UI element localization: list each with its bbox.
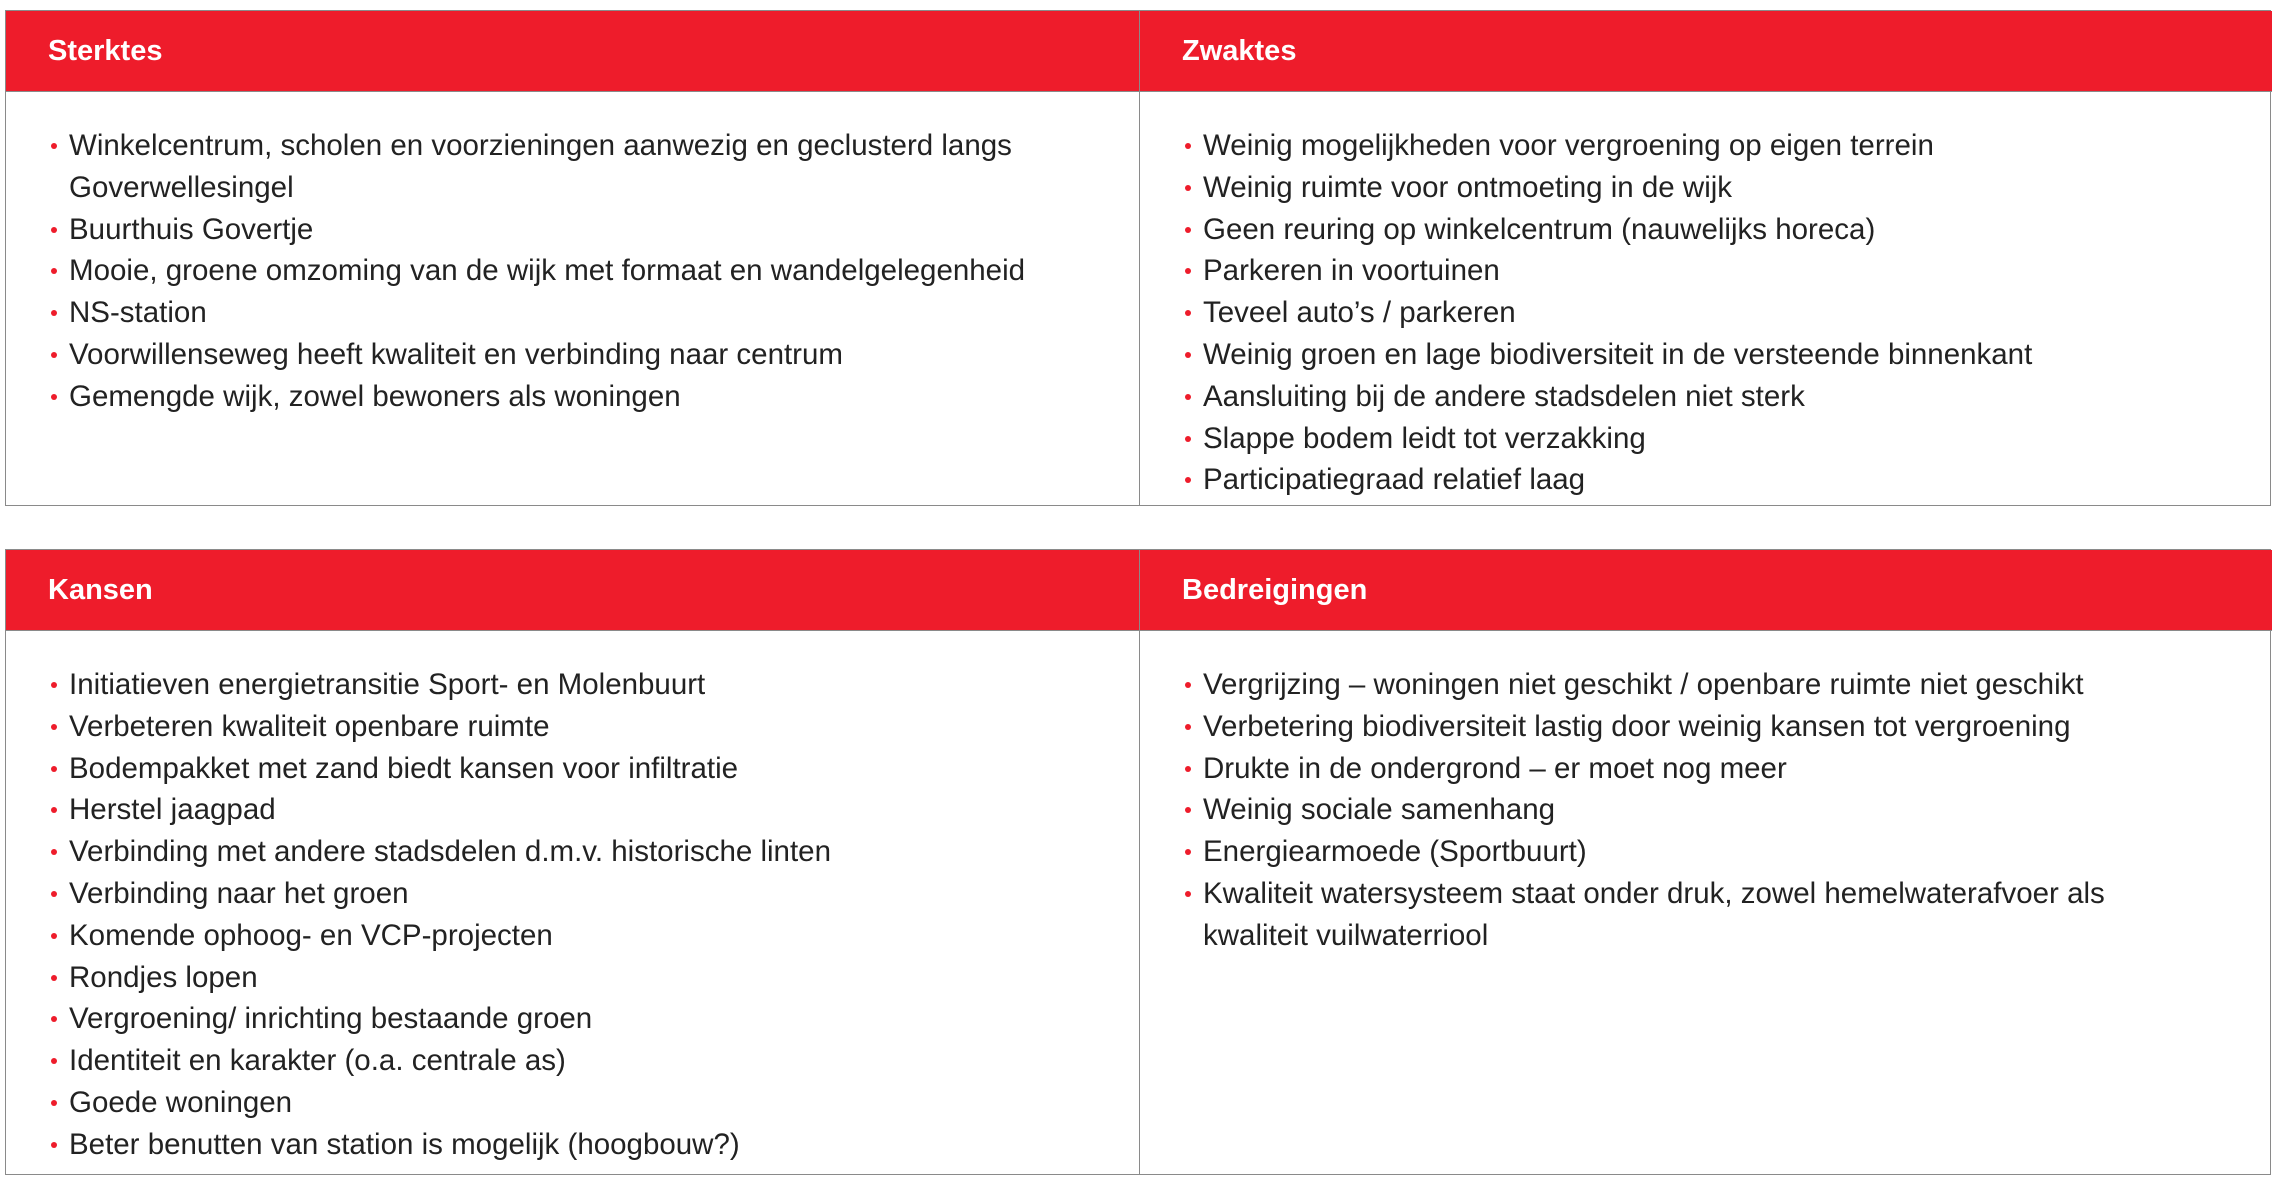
- list-item: Goede woningen: [50, 1082, 1119, 1124]
- strengths-cell: [6, 11, 1139, 505]
- list-item: Initiatieven energietransitie Sport- en Molenbuurt: [50, 664, 1119, 706]
- list-item: Geen reuring op winkelcentrum (nauwelijks horeca): [1184, 209, 2252, 251]
- opportunities-cell: [6, 550, 1139, 1174]
- threats-body: [1140, 631, 2272, 1174]
- list-item: Weinig ruimte voor ontmoeting in de wijk: [1184, 167, 2252, 209]
- strengths-body: [6, 92, 1139, 505]
- weaknesses-list: [1184, 125, 2252, 501]
- list-item: Herstel jaagpad: [50, 789, 1119, 831]
- list-item: Slappe bodem leidt tot verzakking: [1184, 418, 2252, 460]
- opportunities-body: [6, 631, 1139, 1174]
- list-item: Mooie, groene omzoming van de wijk met formaat en wandelgelegenheid: [50, 250, 1119, 292]
- list-item: Drukte in de ondergrond – er moet nog meer: [1184, 748, 2252, 790]
- swot-table-bottom: [5, 549, 2271, 1175]
- threats-list: [1184, 664, 2252, 957]
- strengths-header: Sterktes: [6, 11, 1139, 92]
- list-item: Gemengde wijk, zowel bewoners als woningen: [50, 376, 1119, 418]
- list-item: Vergrijzing – woningen niet geschikt / openbare ruimte niet geschikt: [1184, 664, 2252, 706]
- list-item: Verbetering biodiversiteit lastig door weinig kansen tot vergroening: [1184, 706, 2252, 748]
- list-item: NS-station: [50, 292, 1119, 334]
- list-item: Aansluiting bij de andere stadsdelen niet sterk: [1184, 376, 2252, 418]
- list-item: Identiteit en karakter (o.a. centrale as): [50, 1040, 1119, 1082]
- list-item: Verbinding naar het groen: [50, 873, 1119, 915]
- weaknesses-header: Zwaktes: [1140, 11, 2272, 92]
- list-item: Vergroening/ inrichting bestaande groen: [50, 998, 1119, 1040]
- list-item: Buurthuis Govertje: [50, 209, 1119, 251]
- swot-table-top: [5, 10, 2271, 506]
- threats-cell: [1139, 550, 2272, 1174]
- weaknesses-body: [1140, 92, 2272, 505]
- list-item: Bodempakket met zand biedt kansen voor infiltratie: [50, 748, 1119, 790]
- list-item: Kwaliteit watersysteem staat onder druk, zowel hemelwaterafvoer als kwaliteit vuilwaterriool: [1184, 873, 2163, 957]
- opportunities-list: [50, 664, 1119, 1166]
- opportunities-header: Kansen: [6, 550, 1139, 631]
- list-item: Voorwillenseweg heeft kwaliteit en verbinding naar centrum: [50, 334, 1119, 376]
- list-item: Verbeteren kwaliteit openbare ruimte: [50, 706, 1119, 748]
- list-item: Weinig groen en lage biodiversiteit in de versteende binnenkant: [1184, 334, 2252, 376]
- list-item: Teveel auto’s / parkeren: [1184, 292, 2252, 334]
- list-item: Rondjes lopen: [50, 957, 1119, 999]
- list-item: Weinig mogelijkheden voor vergroening op eigen terrein: [1184, 125, 2252, 167]
- list-item: Weinig sociale samenhang: [1184, 789, 2252, 831]
- list-item: Energiearmoede (Sportbuurt): [1184, 831, 2252, 873]
- list-item: Participatiegraad relatief laag: [1184, 459, 2252, 501]
- list-item: Parkeren in voortuinen: [1184, 250, 2252, 292]
- list-item: Verbinding met andere stadsdelen d.m.v. historische linten: [50, 831, 1119, 873]
- list-item: Komende ophoog- en VCP-projecten: [50, 915, 1119, 957]
- list-item: Beter benutten van station is mogelijk (hoogbouw?): [50, 1124, 1119, 1166]
- list-item: Winkelcentrum, scholen en voorzieningen aanwezig en geclusterd langs Goverwellesingel: [50, 125, 1099, 209]
- strengths-list: [50, 125, 1119, 418]
- threats-header: Bedreigingen: [1140, 550, 2272, 631]
- weaknesses-cell: [1139, 11, 2272, 505]
